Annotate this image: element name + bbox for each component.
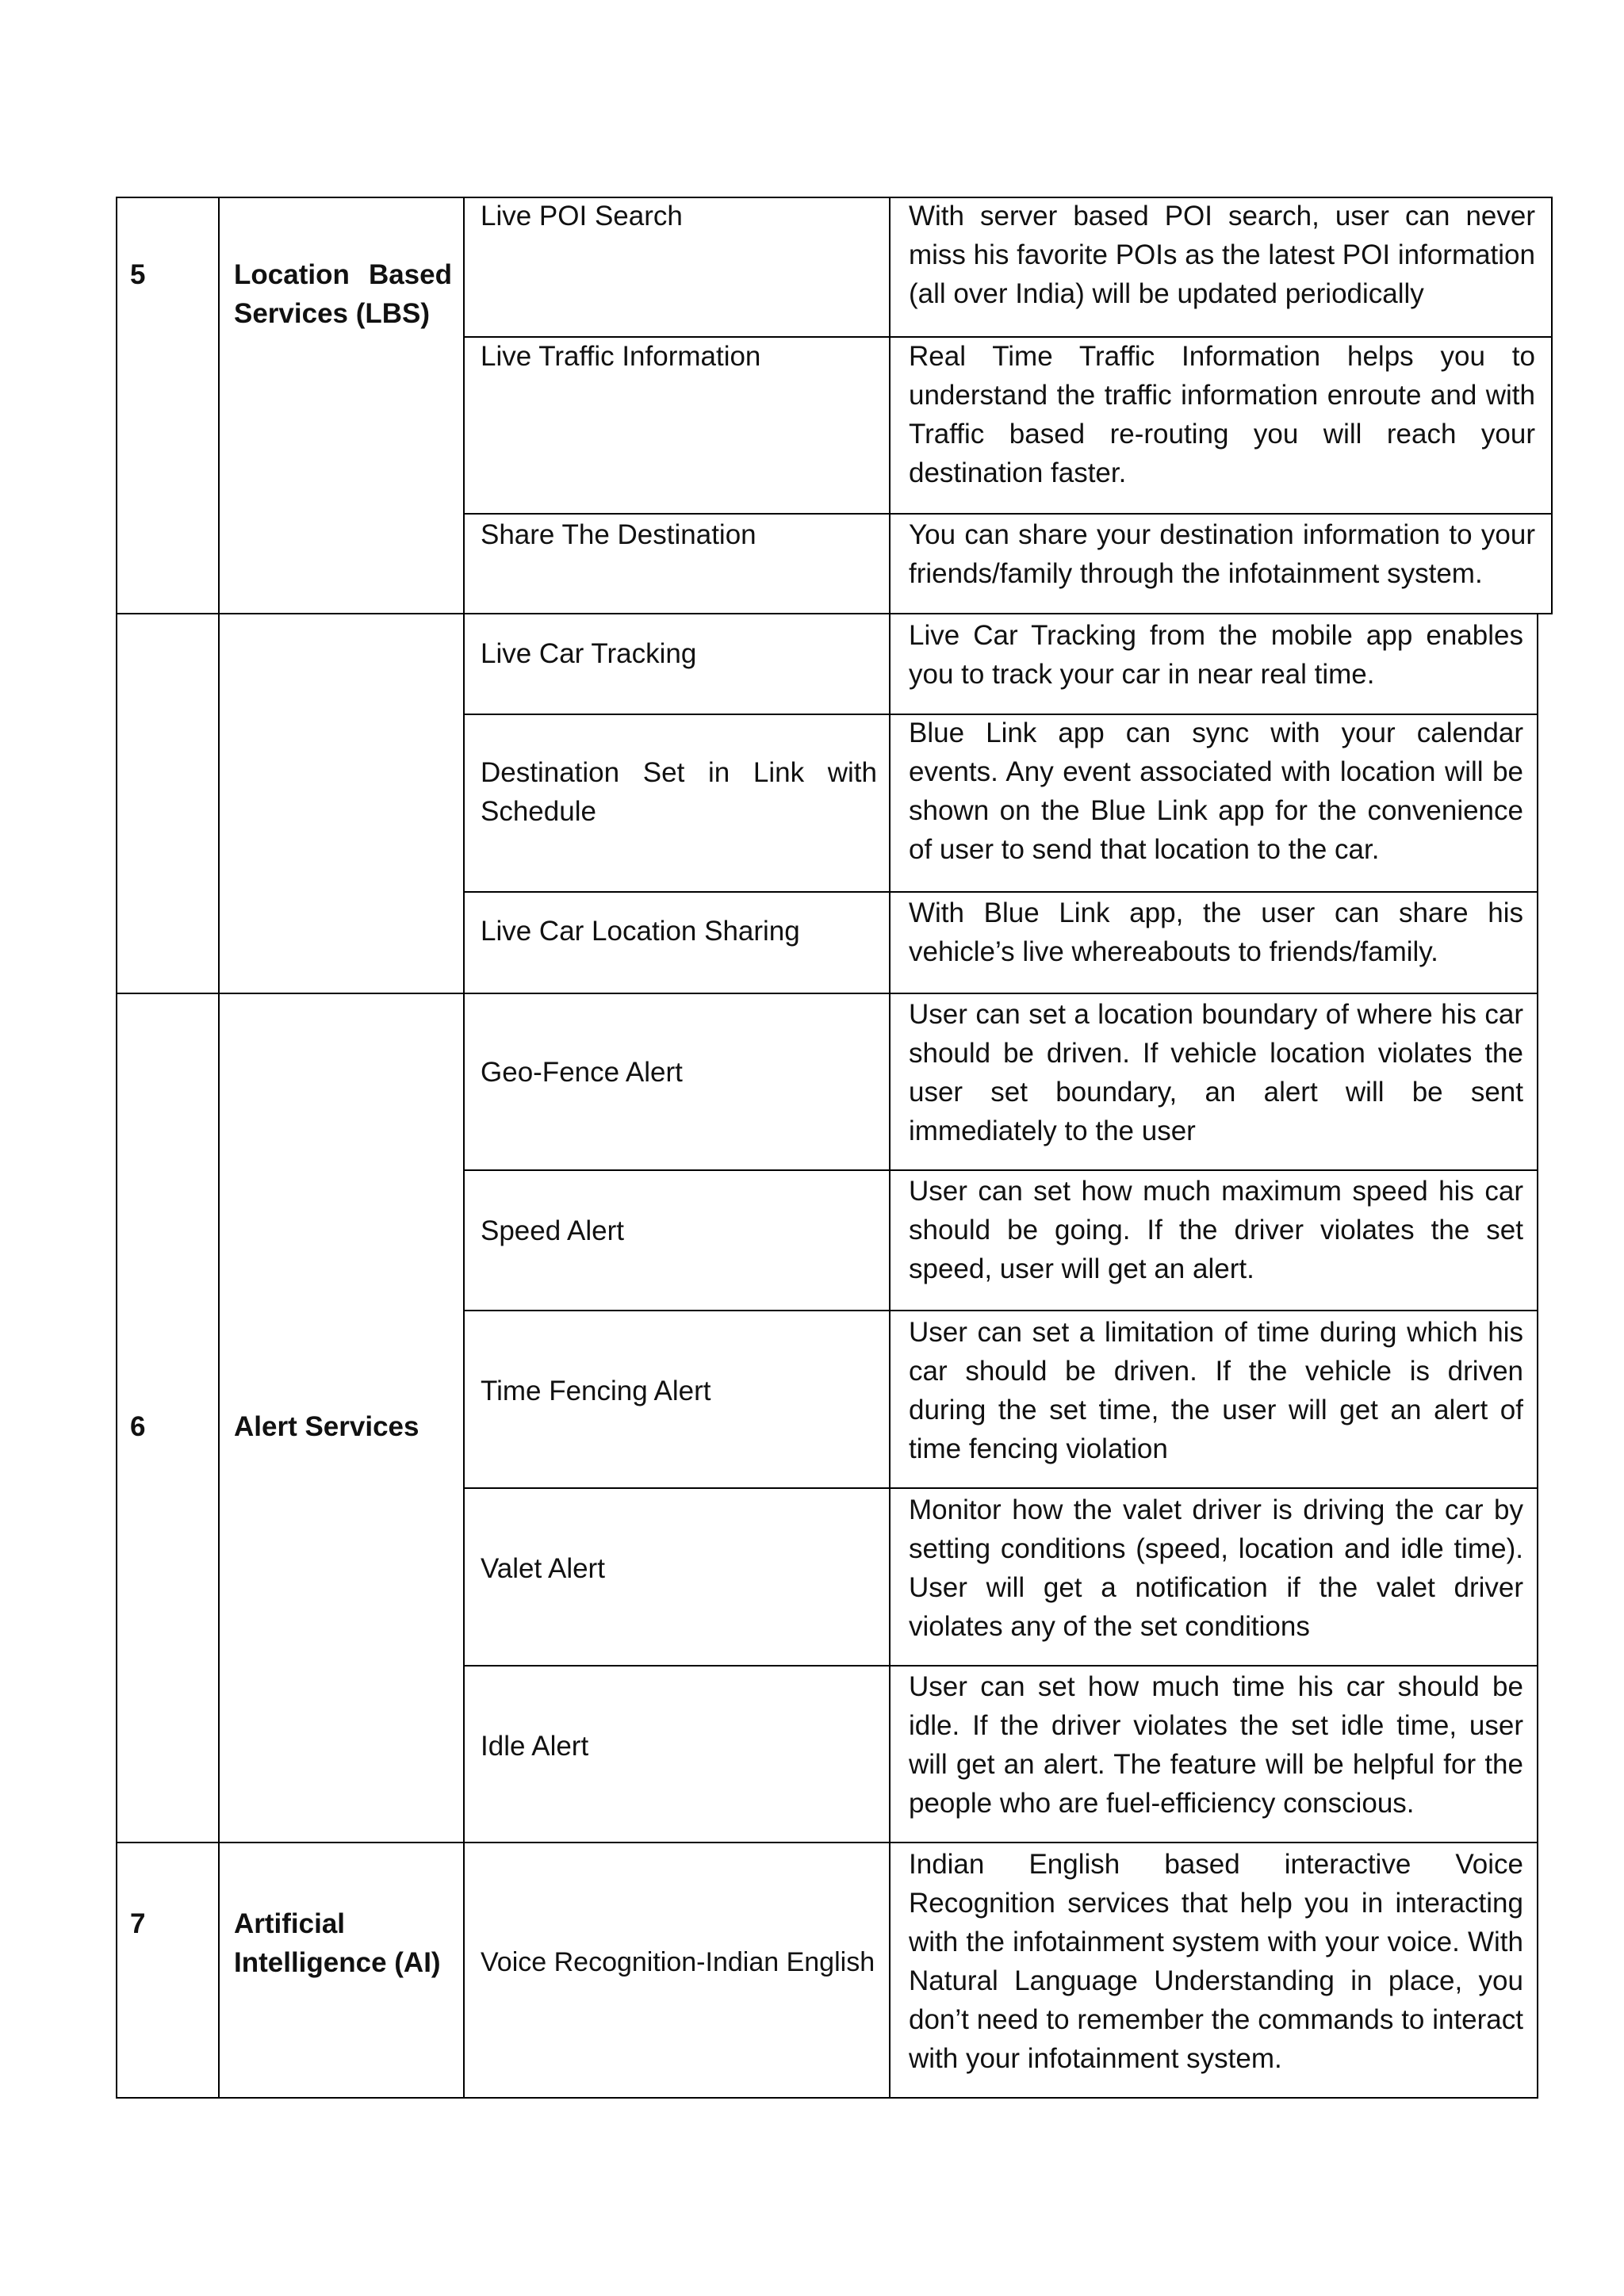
feature-description: Monitor how the valet driver is driving the car by setting conditions (speed, location and idle time). User will get a notification if the valet driver violates any of the set conditions (909, 1494, 1523, 1642)
row-divider (463, 1665, 1538, 1667)
row-category: Alert Services (234, 1411, 419, 1442)
feature-name: Live POI Search (481, 201, 683, 232)
column-divider (463, 197, 465, 2099)
feature-description: With server based POI search, user can never miss his favorite POIs as the latest POI information (all over India) will be updated periodically (909, 201, 1535, 309)
table-border-right (1551, 197, 1553, 614)
row-divider (463, 513, 1553, 515)
column-divider (889, 197, 891, 2099)
table-border-bottom (116, 2097, 1538, 2099)
feature-name: Voice Recognition-Indian English (481, 1947, 875, 1977)
feature-name: Valet Alert (481, 1553, 605, 1584)
feature-description: User can set a location boundary of where his car should be driven. If vehicle location violates the user set boundary, an alert will be sent immediately to the user (909, 999, 1523, 1146)
row-category: Artificial Intelligence (AI) (234, 1908, 441, 1978)
feature-name: Destination Set in Link with Schedule (481, 757, 877, 827)
feature-name: Live Car Location Sharing (481, 916, 800, 947)
feature-description: Blue Link app can sync with your calendar events. Any event associated with location will be shown on the Blue Link app for the convenience of user to send that location to the car. (909, 718, 1523, 865)
feature-description: With Blue Link app, the user can share his vehicle’s live whereabouts to friends/family. (909, 897, 1523, 967)
row-divider (463, 1487, 1538, 1489)
table-border-right (1537, 613, 1538, 2099)
feature-description: Live Car Tracking from the mobile app enables you to track your car in near real time. (909, 620, 1523, 690)
table-border-left (116, 197, 117, 2099)
feature-name: Idle Alert (481, 1731, 589, 1762)
row-number: 7 (130, 1908, 146, 1939)
feature-name: Live Car Tracking (481, 638, 697, 669)
feature-description: User can set a limitation of time during which his car should be driven. If the vehicle is driven during the set time, the user will get an alert of time fencing violation (909, 1317, 1523, 1464)
column-divider (218, 197, 220, 2099)
feature-description: You can share your destination information to your friends/family through the infotainment system. (909, 519, 1535, 589)
feature-name: Geo-Fence Alert (481, 1057, 683, 1088)
feature-description: User can set how much time his car should be idle. If the driver violates the set idle time, user will get an alert. The feature will be helpful for the people who are fuel-efficiency conscious. (909, 1671, 1523, 1819)
feature-description: Indian English based interactive Voice Recognition services that help you in interacting with the infotainment system with your voice. With Natural Language Understanding in place, you don’t need to remember the commands to interact with your infotainment system. (909, 1849, 1523, 2074)
row-divider (463, 891, 1538, 893)
row-number: 5 (130, 259, 146, 290)
feature-name: Time Fencing Alert (481, 1376, 711, 1406)
feature-description: User can set how much maximum speed his car should be going. If the driver violates the set speed, user will get an alert. (909, 1176, 1523, 1284)
feature-name: Share The Destination (481, 519, 756, 550)
row-divider (116, 993, 1538, 994)
row-divider (116, 613, 1553, 614)
row-divider (463, 1310, 1538, 1311)
row-category: Location Based Services (LBS) (234, 259, 452, 329)
feature-name: Speed Alert (481, 1215, 624, 1246)
feature-name: Live Traffic Information (481, 341, 761, 372)
row-divider (116, 1842, 1538, 1843)
feature-description: Real Time Traffic Information helps you to understand the traffic information enroute and with Traffic based re-routing you will reach your destination faster. (909, 341, 1535, 488)
row-divider (463, 1169, 1538, 1171)
row-number: 6 (130, 1411, 146, 1442)
